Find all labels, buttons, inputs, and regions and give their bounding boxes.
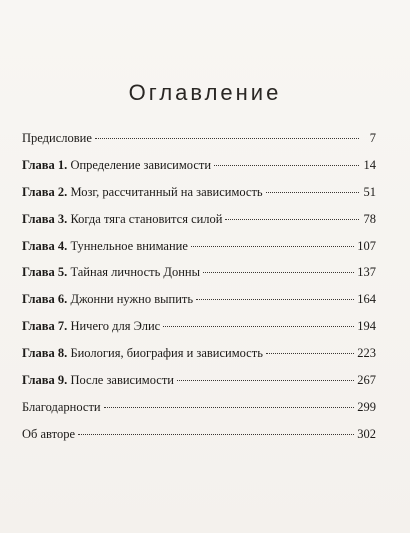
toc-entry [22, 345, 376, 372]
toc-entry-title: После зависимости [70, 373, 174, 388]
toc-entry-title: Об авторе [22, 426, 75, 441]
toc-chapter-number: Глава 4. [22, 238, 68, 253]
toc-entry-label [22, 130, 92, 146]
dot-leader [214, 165, 359, 166]
toc-entry [22, 399, 376, 426]
toc-entry-title: Биология, биография и зависимость [70, 346, 263, 361]
toc-page-number: 51 [363, 184, 376, 199]
toc-entry-title: Определение зависимости [70, 157, 212, 172]
toc-page-number: 137 [357, 265, 376, 280]
toc-page-number: 14 [363, 157, 376, 172]
toc-entry [22, 184, 376, 211]
toc-chapter-number: Глава 7. [22, 319, 68, 334]
toc-entry-title: Благодарности [22, 399, 101, 414]
toc-entry [22, 157, 376, 184]
toc-entry-label [22, 184, 263, 200]
toc-page-number: 164 [357, 292, 376, 307]
dot-leader [191, 246, 354, 247]
dot-leader [177, 380, 354, 381]
toc-entry-title: Предисловие [22, 131, 92, 145]
toc-entry [22, 426, 376, 453]
toc-entry [22, 318, 376, 345]
toc-page-number: 267 [357, 373, 376, 388]
toc-entry [22, 291, 376, 318]
toc-entry-label [22, 238, 188, 254]
toc-entry [22, 130, 376, 157]
toc-entry [22, 211, 376, 238]
dot-leader [225, 219, 359, 220]
toc-page-number: 107 [357, 238, 376, 253]
toc-page-number: 223 [357, 346, 376, 361]
toc-entry-title: Когда тяга становится силой [70, 211, 223, 226]
dot-leader [203, 272, 354, 273]
toc-entry [22, 264, 376, 291]
toc-entry-label [22, 291, 193, 307]
toc-page-number: 78 [363, 211, 376, 226]
dot-leader [266, 353, 354, 354]
toc-entry-label [22, 399, 101, 415]
toc-chapter-number: Глава 3. [22, 211, 68, 226]
toc-entry-label [22, 426, 75, 442]
toc-entry-title: Тайная личность Донны [70, 265, 200, 280]
toc-page-number: 302 [357, 426, 376, 441]
toc-entry-label [22, 157, 211, 173]
toc-page-number: 194 [357, 319, 376, 334]
toc-entry-title: Туннельное внимание [70, 238, 188, 253]
dot-leader [163, 326, 354, 327]
toc-entry-title: Мозг, рассчитанный на зависимость [70, 184, 263, 199]
toc-entry-title: Джонни нужно выпить [70, 292, 194, 307]
toc-entry-label [22, 264, 200, 280]
dot-leader [78, 434, 354, 435]
page-title: Оглавление [128, 80, 282, 105]
toc-chapter-number: Глава 1. [22, 157, 68, 172]
toc-page-number: 299 [357, 399, 376, 414]
toc-chapter-number: Глава 9. [22, 373, 68, 388]
toc-entry-label [22, 211, 222, 227]
toc-chapter-number: Глава 6. [22, 292, 68, 307]
toc-entry-label [22, 372, 174, 388]
dot-leader [196, 299, 354, 300]
toc-entry-title: Ничего для Элис [70, 319, 161, 334]
toc-entry-label [22, 318, 160, 334]
dot-leader [104, 407, 355, 408]
toc-entry [22, 372, 376, 399]
toc-entry [22, 238, 376, 265]
toc-chapter-number: Глава 5. [22, 265, 68, 280]
toc-entry-label [22, 345, 263, 361]
dot-leader [95, 138, 359, 139]
table-of-contents [22, 130, 376, 453]
dot-leader [266, 192, 359, 193]
toc-chapter-number: Глава 2. [22, 184, 68, 199]
toc-chapter-number: Глава 8. [22, 346, 68, 361]
toc-page-number: 7 [369, 131, 376, 145]
